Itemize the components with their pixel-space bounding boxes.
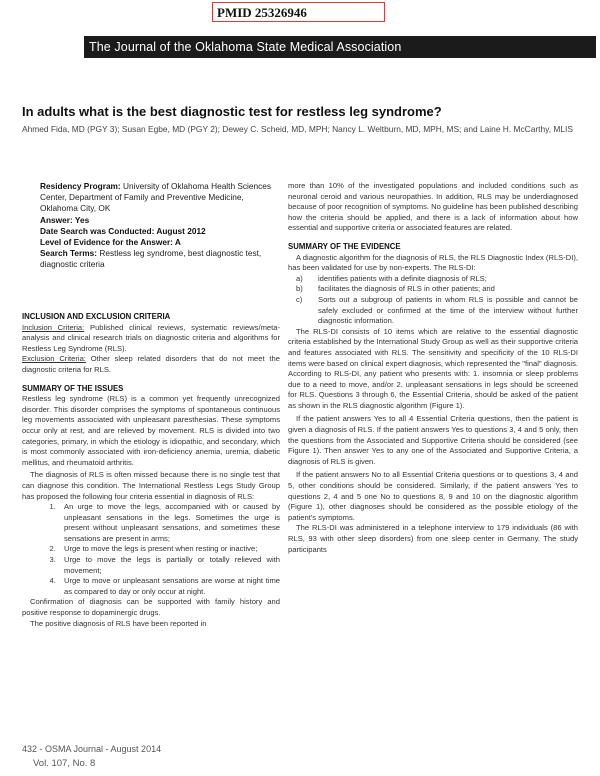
inclusion-label: Inclusion Criteria:	[22, 322, 85, 332]
evidence-paragraph: A diagnostic algorithm for the diagnosis of RLS, the RLS Diagnostic Index (RLS-DI), has been validated for use by non-experts. The RLS-DI:	[288, 252, 578, 273]
evidence-paragraph: The RLS-DI was administered in a telephone interview to 179 individuals (86 with RLS, 93 with other sleep disorders) from one sleep center in Germany. The study participants	[288, 523, 578, 554]
rlsdi-item: c) Sorts out a subgroup of patients in whom RLS is possible and cannot be safely excluded or confirmed at the time of the interview without further diagnostic information.	[296, 294, 578, 326]
rlsdi-item: b) facilitates the diagnosis of RLS in other patients; and	[296, 284, 495, 294]
criteria-item: 4. Urge to move or unpleasant sensations are worse at night time as compared to day or only occur at night.	[58, 576, 280, 597]
criteria-item: 3. Urge to move the legs is partially or totally relieved with movement;	[58, 555, 280, 576]
exclusion-label: Exclusion Criteria:	[22, 354, 86, 364]
summary-paragraph: The diagnosis of RLS is often missed because there is no single test that can diagnose this condition. The International Restless Legs Study Group has proposed the following four criteria essential in diagnosis of RLS:	[22, 470, 280, 501]
rlsdi-list	[288, 274, 578, 327]
criteria-list	[22, 502, 280, 597]
criteria-item: 1. An urge to move the legs, accompanied with or caused by unpleasant sensations in the legs. Sometimes the urge is present without unpleasant sensations, and sometimes these sensations are present in arms;	[58, 502, 280, 544]
inclusion-criteria	[22, 323, 280, 355]
program-value: University of Oklahoma Health Sciences Center, Department of Family and Preventive Medicine, Oklahoma City, OK	[40, 181, 272, 214]
page-footer: 432 - OSMA Journal - August 2014	[22, 744, 162, 754]
journal-banner: The Journal of the Oklahoma State Medical Association	[84, 36, 596, 58]
terms-label: Search Terms:	[40, 248, 98, 259]
date-label: Date Search was Conducted: August 2012	[40, 225, 206, 236]
continued-paragraph: more than 10% of the investigated populations and included conditions such as neuronal ceroid and various neuropathies. In addition, RLS may be underdiagnosed because of poor recognition of symptoms. No guideline has been published describing how the criteria should be applied, and there is a lack of information about how essential and supportive criteria or associated features are related.	[288, 181, 579, 233]
summary-paragraph: Restless leg syndrome (RLS) is a common yet frequently unrecognized disorder. This disorder comprises the symptoms of spontaneous continuous leg movements associated with unpleasant paresthesias. These symptoms occur only at rest, and are relieved by movement. RLS is divided into two categories, primary, in which the etiology is idiopathic, and secondary, which is most commonly associated with iron-deficiency anemia, uremia, diabetic mellitus, and rheumatoid arthritis.	[22, 394, 280, 467]
article-metadata	[40, 181, 280, 271]
exclusion-text: Other sleep related disorders that do not meet the diagnostic criteria for RLS.	[22, 354, 280, 374]
article-title: In adults what is the best diagnostic test for restless leg syndrome?	[22, 104, 442, 119]
evidence-paragraph: If the patient answers No to all Essential Criteria questions or to questions 3, 4 and 5, other conditions should be considered. Similarly, if the patient answers Yes to questions 2, 4 and 5 one No to questions 8, 9 and 10 on the diagnostic algorithm (Figure 1), other diagnoses should be considered as the possible etiology of the patient's symptoms.	[288, 470, 578, 522]
evidence-paragraph: If the patient answers Yes to all 4 Essential Criteria questions, then the patient is given a diagnosis of RLS. If the patient answers Yes to questions 3, 4 and 5 only, then the questions from the Associated and Supportive Criteria should be considered (see Figure 1). Then answer Yes to any one of the Associated and Supportive Criteria, a diagnosis of RLS is given.	[288, 414, 578, 466]
left-column	[22, 312, 280, 629]
inclusion-text: Published clinical reviews, systematic reviews/meta-analysis and clinical research trials on diagnostic criteria and algorithms for Restless Leg Syndrome (RLS).	[22, 322, 280, 353]
right-column	[288, 181, 578, 555]
summary-heading: SUMMARY OF THE ISSUES	[22, 383, 124, 393]
exclusion-criteria	[22, 354, 280, 375]
answer-label: Answer: Yes	[40, 214, 90, 225]
program-label: Residency Program:	[40, 181, 121, 191]
pmid-label: PMID 25326946	[212, 2, 385, 22]
author-list: Ahmed Fida, MD (PGY 3); Susan Egbe, MD (PGY 2); Dewey C. Scheid, MD, MPH; Nancy L. Weltburn, MD, MPH, MS; and Laine H. McCarthy, MLIS	[22, 124, 573, 134]
rlsdi-item: a) identifies patients with a definite diagnosis of RLS;	[296, 273, 487, 283]
evidence-heading: SUMMARY OF THE EVIDENCE	[288, 241, 401, 251]
inclusion-heading: INCLUSION AND EXCLUSION CRITERIA	[22, 312, 171, 321]
criteria-item: 2. Urge to move the legs is present when resting or inactive;	[58, 544, 280, 555]
summary-paragraph: Confirmation of diagnosis can be supported with family history and positive response to dopaminergic drugs.	[22, 597, 280, 618]
volume-label: Vol. 107, No. 8	[33, 758, 96, 769]
evidence-paragraph: The RLS-DI consists of 10 items which are relative to the essential diagnostic criteria established by the International Study Group as well as their supportive criteria and features associated with RLS. The sensitivity and specificity of the 10 RLS-DI items were based on clinical expert diagnosis, which represented the "final" diagnosis. According to RLS-DI, any patient who presents with: 1. insomnia or sleep problems due to a need to move, and/or 2. unpleasant sensations in legs should be screened for RLS. Questions 3 through 6, the Essential Criteria, should be asked of the patient as shown in the RLS diagnostic algorithm (Figure 1).	[288, 326, 578, 410]
level-label: Level of Evidence for the Answer: A	[40, 237, 181, 248]
terms-value: Restless leg syndrome, best diagnostic test, diagnostic criteria	[40, 248, 262, 270]
summary-paragraph: The positive diagnosis of RLS have been reported in	[30, 618, 207, 628]
